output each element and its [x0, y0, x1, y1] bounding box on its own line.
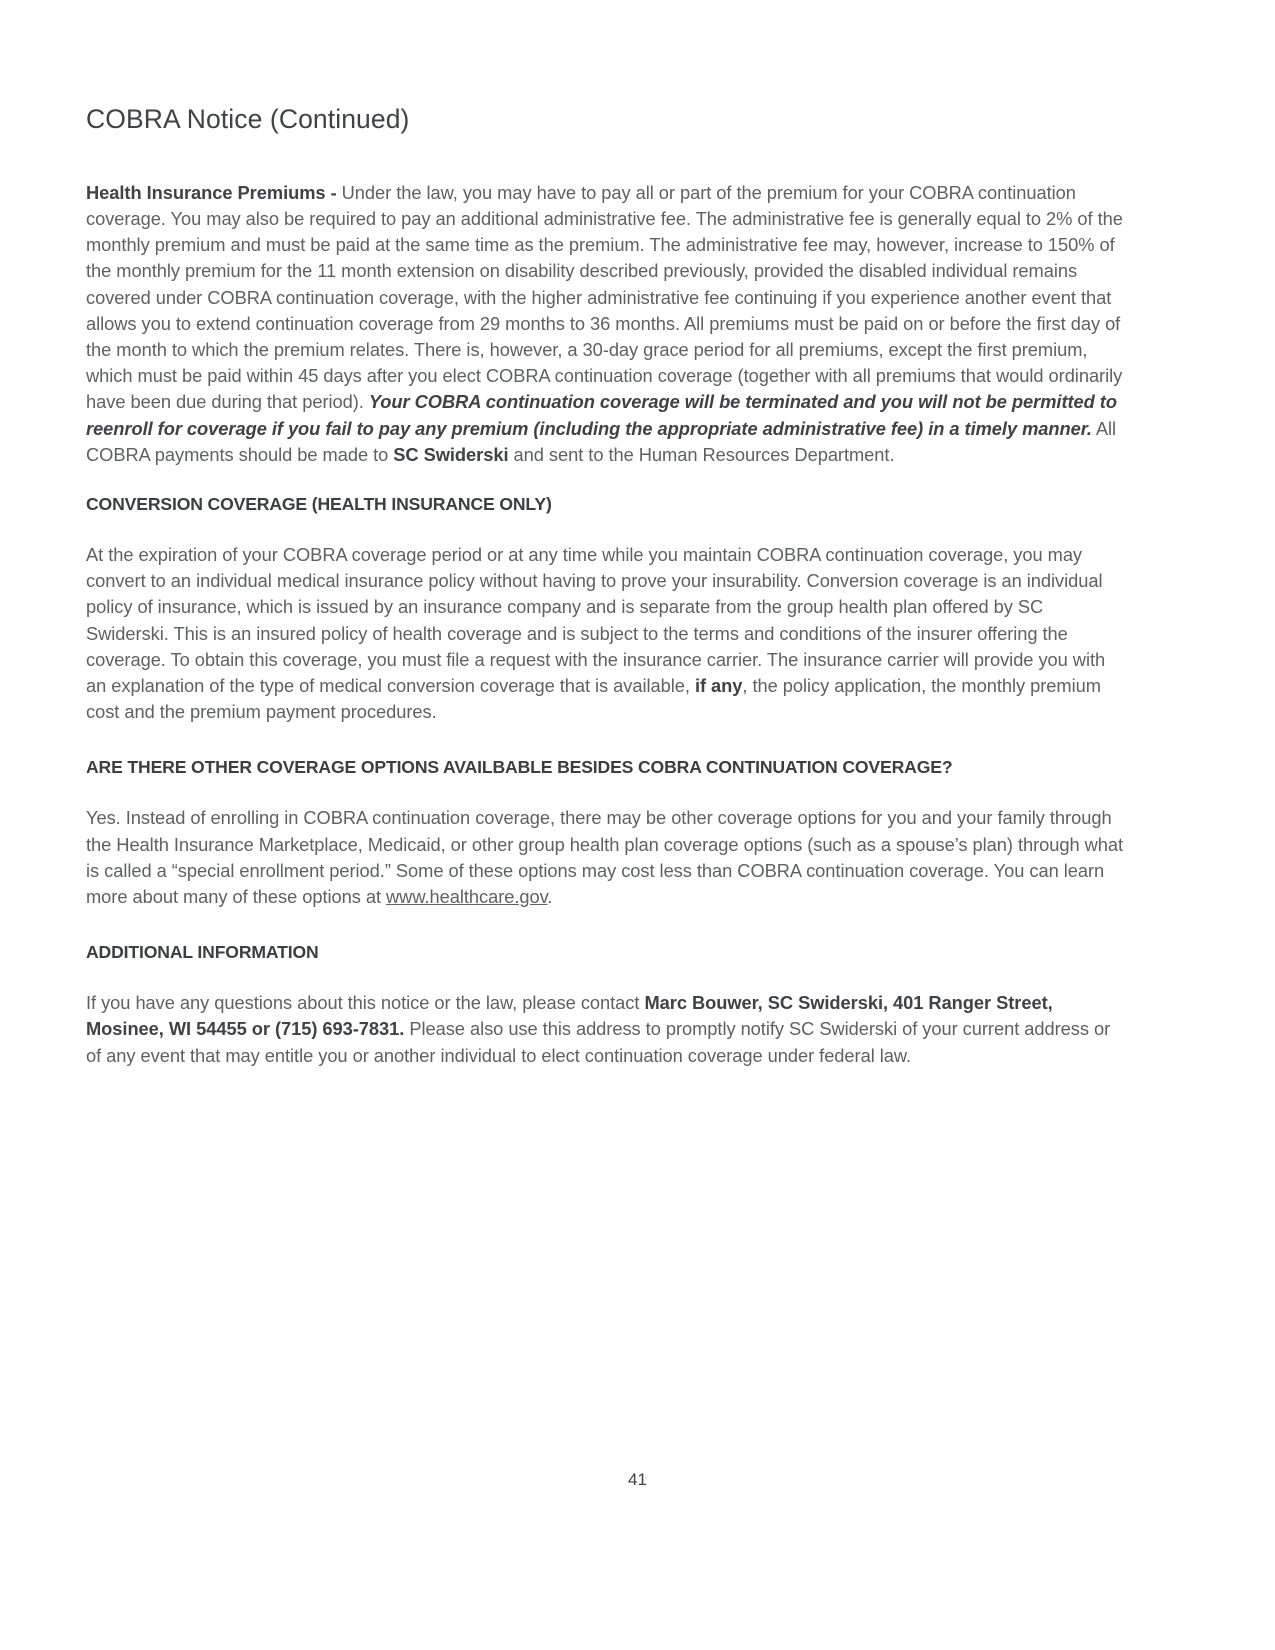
conversion-text-2: , the policy application, the monthly premium cost and the premium payment procedures. — [86, 675, 1101, 723]
heading-conversion-coverage: CONVERSION COVERAGE (HEALTH INSURANCE ONLY) — [86, 494, 552, 515]
paragraph-other-coverage-options — [86, 805, 1126, 910]
health-premiums-text-2: All COBRA payments should be made to — [86, 417, 1117, 465]
conversion-text-1: At the expiration of your COBRA coverage period or at any time while you maintain COBRA continuation coverage, you may convert to an individual medical insurance policy without having to prove your insurability. Conversion coverage is an individual policy of insurance, which is issued by an insurance company and is separate from the group health plan offered by SC Swiderski. This is an insured policy of health coverage and is subject to the terms and conditions of the insurer offering the coverage. To obtain this coverage, you must file a request with the insurance carrier. The insurance carrier will provide you with an explanation of the type of medical conversion coverage that is available, — [86, 544, 1106, 697]
page-title: COBRA Notice (Continued) — [86, 104, 410, 134]
health-premiums-text-1: Under the law, you may have to pay all or part of the premium for your COBRA continuation coverage. You may also be required to pay an additional administrative fee. The administrative fee is generally equal to 2% of the monthly premium and must be paid at the same time as the premium. The administrative fee may, however, increase to 150% of the monthly premium for the 11 month extension on disability described previously, provided the disabled individual remains covered under COBRA continuation coverage, with the higher administrative fee continuing if you experience another event that allows you to extend continuation coverage from 29 months to 36 months. All premiums must be paid on or before the first day of the month to which the premium relates. There is, however, a 30-day grace period for all premiums, except the first premium, which must be paid within 45 days after you elect COBRA continuation coverage (together with all premiums that would ordinarily have been due during that period). — [86, 181, 1123, 413]
conversion-if-any: if any — [694, 675, 743, 697]
additional-info-text-1: If you have any questions about this notice or the law, please contact — [86, 992, 645, 1014]
healthcare-gov-link[interactable]: www.healthcare.gov — [386, 886, 548, 908]
paragraph-conversion-coverage — [86, 542, 1126, 725]
additional-info-text-2: Please also use this address to promptly notify SC Swiderski of your current address or of any event that may entitle you or another individual to elect continuation coverage under federal law. — [86, 1018, 1111, 1066]
health-premiums-text-3: and sent to the Human Resources Department. — [508, 443, 895, 465]
health-premiums-lead-label: Health Insurance Premiums - — [86, 181, 337, 203]
other-options-text-1: Yes. Instead of enrolling in COBRA continuation coverage, there may be other coverage options for you and your family through the Health Insurance Marketplace, Medicaid, or other group health plan coverage options (such as a spouse’s plan) through what is called a “special enrollment period.” Some of these options may cost less than COBRA continuation coverage. You can learn more about many of these options at — [86, 807, 1124, 908]
paragraph-additional-information — [86, 990, 1126, 1069]
health-premiums-emphasis: Your COBRA continuation coverage will be terminated and you will not be permitted to reenroll for coverage if you fail to pay any premium (including the appropriate administrative fee) in a timely manner. — [86, 391, 1117, 439]
heading-additional-information: ADDITIONAL INFORMATION — [86, 942, 319, 963]
health-premiums-company: SC Swiderski — [393, 443, 509, 465]
additional-info-contact: Marc Bouwer, SC Swiderski, 401 Ranger Street, Mosinee, WI 54455 or (715) 693-7831. — [86, 992, 1053, 1040]
heading-other-coverage-options: ARE THERE OTHER COVERAGE OPTIONS AVAILBABLE BESIDES COBRA CONTINUATION COVERAGE? — [86, 757, 953, 778]
document-content — [86, 104, 1126, 1093]
page-number: 41 — [628, 1470, 647, 1489]
paragraph-health-insurance-premiums — [86, 180, 1126, 468]
other-options-text-2: . — [547, 886, 553, 908]
